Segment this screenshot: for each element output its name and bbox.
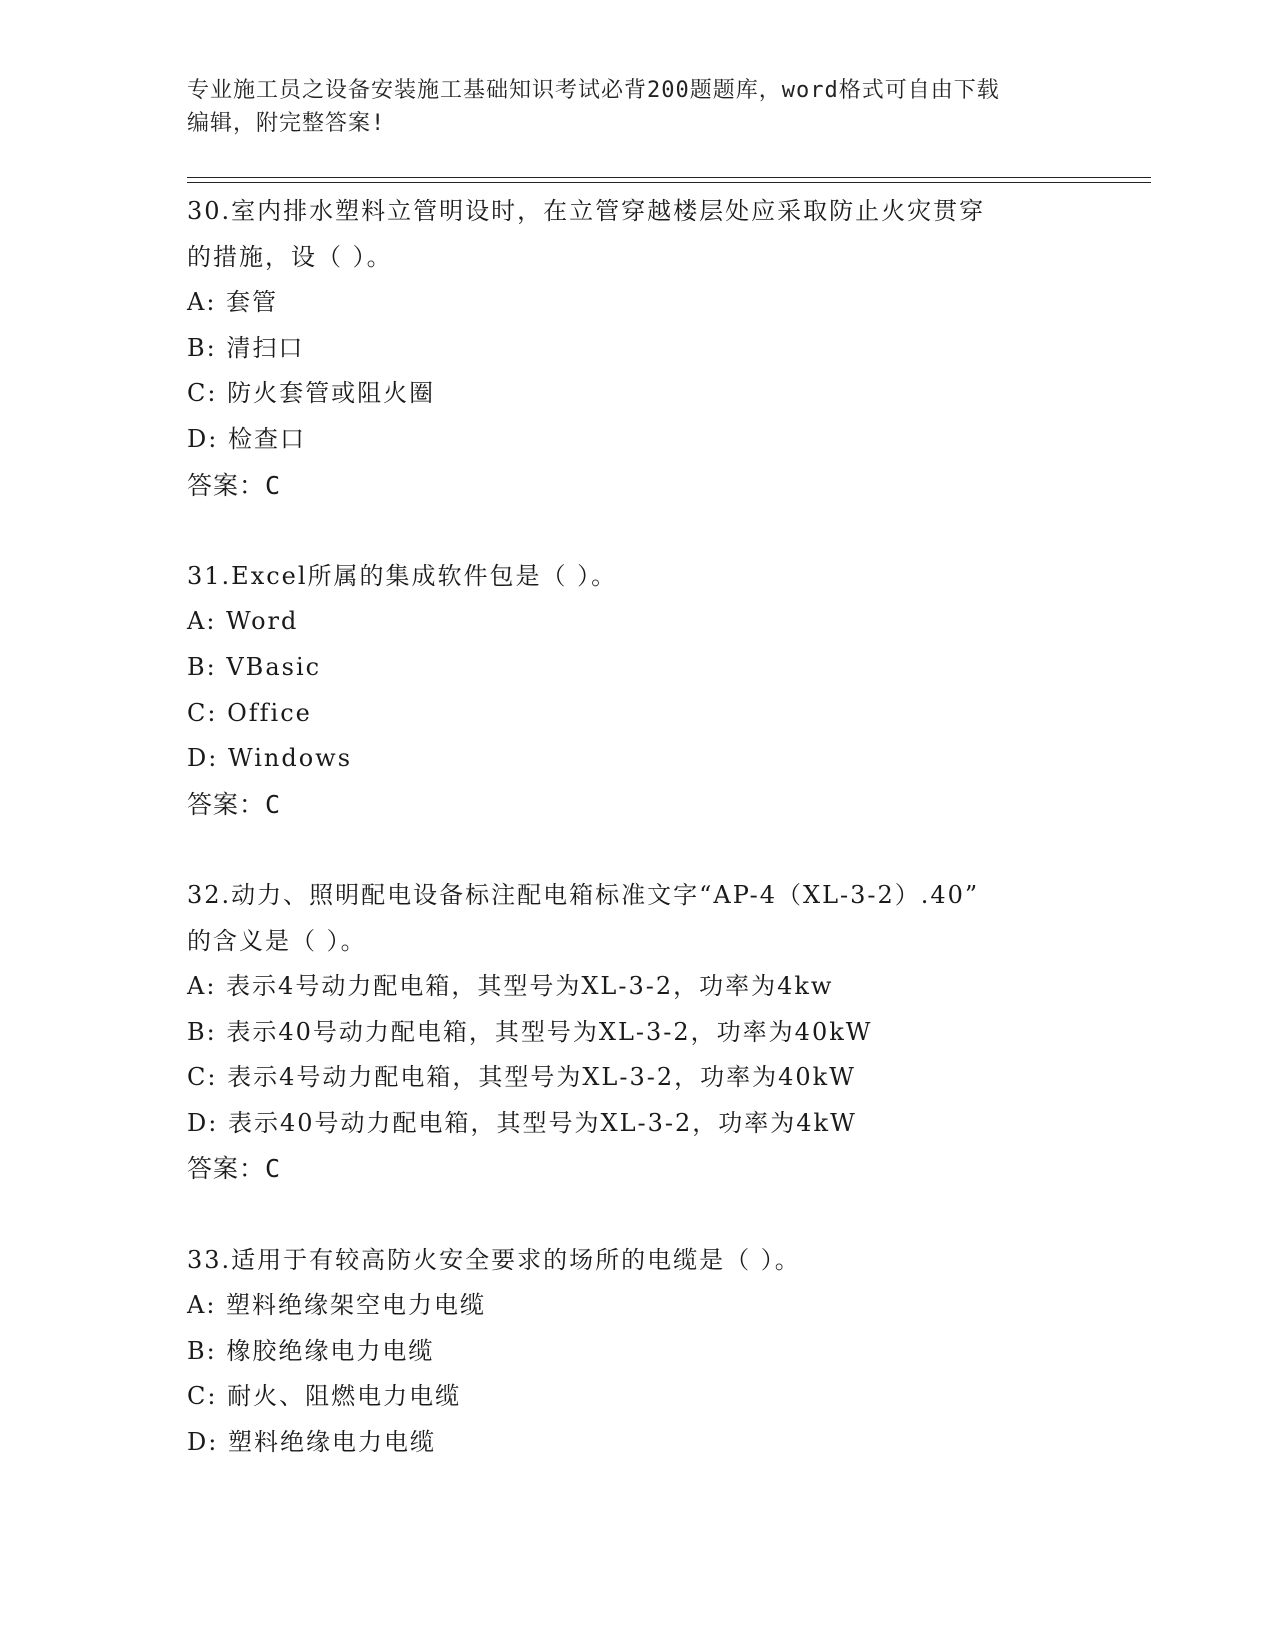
question-31 xyxy=(187,554,1147,828)
option-b: B: 表示40号动力配电箱，其型号为XL-3-2，功率为40kW xyxy=(187,1017,873,1046)
option-c: C: Office xyxy=(187,698,312,727)
answer-text: 答案：C xyxy=(187,1154,282,1184)
question-stem-line: 31.Excel所属的集成软件包是（ ）。 xyxy=(187,561,618,590)
option-a: A: Word xyxy=(187,607,299,636)
option-a: A: 套管 xyxy=(187,288,279,317)
question-stem-line: 33.适用于有较高防火安全要求的场所的电缆是（ ）。 xyxy=(187,1245,801,1274)
header-divider-top xyxy=(187,177,1151,178)
answer-text: 答案：C xyxy=(187,470,282,500)
document-header xyxy=(187,74,1087,140)
option-b: B: 橡胶绝缘电力电缆 xyxy=(187,1336,435,1365)
option-d: D: 检查口 xyxy=(187,424,306,453)
option-c: C: 表示4号动力配电箱，其型号为XL-3-2，功率为40kW xyxy=(187,1063,856,1092)
answer-text: 答案：C xyxy=(187,789,282,819)
option-b: B: VBasic xyxy=(187,652,322,681)
question-32 xyxy=(187,873,1147,1192)
question-30 xyxy=(187,189,1147,508)
header-line-1: 专业施工员之设备安装施工基础知识考试必背200题题库，word格式可自由下载 xyxy=(187,78,1000,103)
option-c: C: 耐火、阻燃电力电缆 xyxy=(187,1382,462,1411)
option-d: D: 表示40号动力配电箱，其型号为XL-3-2，功率为4kW xyxy=(187,1108,857,1137)
question-33 xyxy=(187,1238,1147,1466)
header-line-2: 编辑，附完整答案! xyxy=(187,111,386,136)
option-d: D: 塑料绝缘电力电缆 xyxy=(187,1428,436,1457)
question-stem-line: 的含义是（ ）。 xyxy=(187,926,367,955)
option-b: B: 清扫口 xyxy=(187,333,305,362)
question-stem-line: 的措施，设（ ）。 xyxy=(187,242,393,271)
question-stem-line: 32.动力、照明配电设备标注配电箱标准文字“AP-4（XL-3-2）.40” xyxy=(187,880,980,909)
option-c: C: 防火套管或阻火圈 xyxy=(187,379,436,408)
option-d: D: Windows xyxy=(187,744,353,773)
option-a: A: 塑料绝缘架空电力电缆 xyxy=(187,1291,487,1320)
question-list xyxy=(187,189,1147,1511)
question-stem-line: 30.室内排水塑料立管明设时，在立管穿越楼层处应采取防止火灾贯穿 xyxy=(187,197,986,225)
option-a: A: 表示4号动力配电箱，其型号为XL-3-2，功率为4kw xyxy=(187,972,834,1001)
header-divider-bottom xyxy=(187,182,1151,183)
